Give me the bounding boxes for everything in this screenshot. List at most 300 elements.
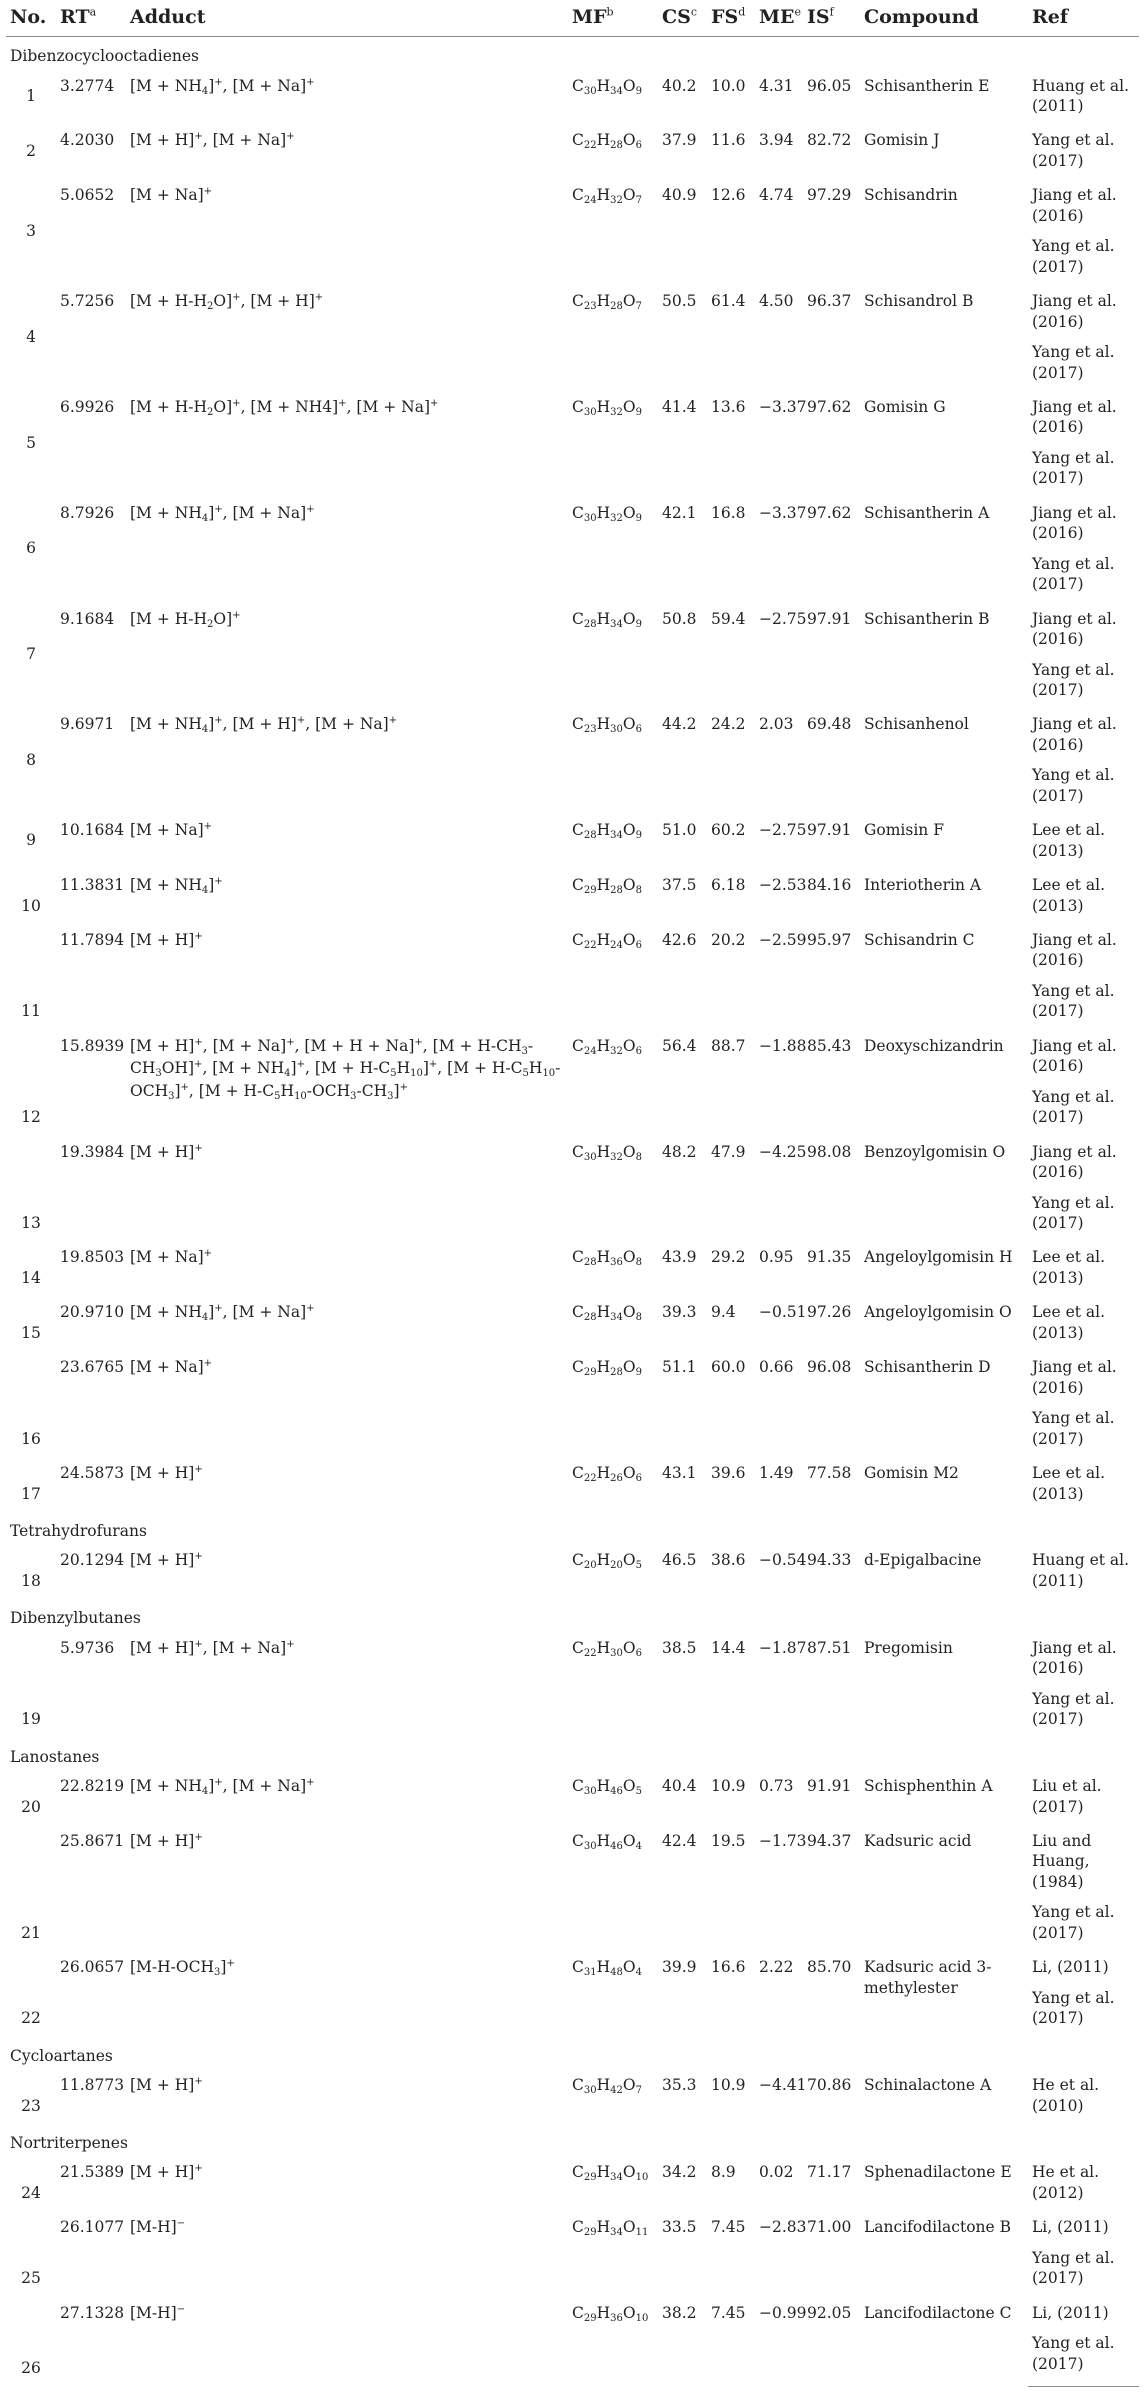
cell-ref: Li, (2011) (1032, 2303, 1109, 2322)
cell-no: 22 (21, 2009, 41, 2028)
cell-rt: 5.7256 (60, 292, 115, 311)
cell-rt: 11.3831 (60, 876, 125, 895)
cell-cs: 35.3 (662, 2076, 697, 2095)
cell-rt: 5.9736 (60, 1638, 115, 1657)
cell-me: −2.75 (759, 609, 807, 628)
table-row (6, 1770, 1139, 1825)
group-name: Cycloartanes (10, 2046, 113, 2065)
cell-is: 97.91 (807, 821, 852, 840)
cell-cs: 34.2 (662, 2163, 697, 2182)
cell-no: 13 (21, 1214, 41, 1233)
cell-rt: 6.9926 (60, 397, 115, 416)
cell-ref: Yang et al. (2017) (1032, 343, 1115, 382)
cell-rt: 21.5389 (60, 2163, 125, 2182)
cell-me: 2.22 (759, 1958, 794, 1977)
cell-no: 11 (21, 1002, 41, 1021)
cell-cs: 48.2 (662, 1142, 697, 1161)
cell-me: −1.87 (759, 1638, 807, 1657)
table-row (6, 924, 1139, 979)
header-adduct: Adduct (126, 0, 568, 37)
cell-compound: Schisandrin (864, 186, 958, 205)
cell-ref: Yang et al. (2017) (1032, 1087, 1115, 1127)
header-row (6, 0, 1139, 37)
cell-me: 1.49 (759, 1464, 794, 1483)
cell-ref: Jiang et al. (2016) (1032, 931, 1117, 970)
cell-fs: 60.2 (711, 821, 746, 840)
cell-no: 2 (26, 141, 36, 160)
table-row (6, 285, 1139, 340)
cell-me: −3.37 (759, 397, 807, 416)
cell-me: 4.50 (759, 292, 794, 311)
cell-fs: 8.9 (711, 2163, 736, 2182)
table-row (6, 2211, 1139, 2245)
cell-ref: Jiang et al. (2016) (1032, 1142, 1117, 1182)
cell-no: 4 (26, 327, 36, 346)
cell-fs: 29.2 (711, 1248, 746, 1267)
cell-cs: 40.2 (662, 76, 697, 95)
cell-cs: 33.5 (662, 2218, 697, 2237)
cell-rt: 8.7926 (60, 503, 115, 522)
cell-fs: 14.4 (711, 1638, 746, 1657)
group-header-row (6, 1512, 1139, 1544)
cell-fs: 9.4 (711, 1303, 736, 1322)
cell-is: 97.29 (807, 186, 852, 205)
table-row (6, 603, 1139, 658)
cell-no: 17 (21, 1484, 41, 1503)
cell-compound: Schisandrin C (864, 931, 975, 950)
cell-compound: Angeloylgomisin O (864, 1303, 1012, 1322)
cell-adduct: $[M + NH_4]^+$ (130, 876, 223, 897)
cell-ref: Yang et al. (2017) (1032, 554, 1115, 594)
group-header-row (6, 2124, 1139, 2156)
group-header-row (6, 2037, 1139, 2069)
cell-compound: Gomisin G (864, 397, 946, 416)
cell-compound: Lancifodilactone B (864, 2218, 1012, 2237)
cell-me: −1.88 (759, 1036, 807, 1055)
cell-me: −0.99 (759, 2303, 807, 2322)
cell-no: 25 (21, 2269, 41, 2288)
cell-fs: 59.4 (711, 609, 746, 628)
table-row (6, 1457, 1139, 1512)
cell-me: 4.74 (759, 186, 794, 205)
cell-me: −2.59 (759, 931, 807, 950)
cell-mf: $C_{29}H_{34}O_{11}$ (572, 2218, 649, 2239)
cell-adduct: $[M + NH_4]^+$, [M + Na]+ (130, 503, 315, 524)
cell-rt: 11.7894 (60, 931, 125, 950)
cell-fs: 16.6 (711, 1958, 746, 1977)
cell-rt: 15.8939 (60, 1036, 125, 1055)
cell-cs: 39.9 (662, 1958, 697, 1977)
cell-mf: $C_{30}H_{46}O_5$ (572, 1777, 642, 1798)
cell-adduct: [M + Na]+ (130, 821, 213, 840)
cell-me: −2.53 (759, 876, 807, 895)
header-mf: $MF^b$ (568, 0, 658, 37)
cell-cs: 50.5 (662, 292, 697, 311)
table-row (6, 497, 1139, 552)
cell-ref: Huang et al. (2011) (1032, 76, 1130, 115)
group-name: Nortriterpenes (10, 2133, 128, 2152)
cell-compound: Kadsuric acid (864, 1831, 972, 1850)
cell-fs: 6.18 (711, 876, 746, 895)
cell-adduct: [M + Na]+ (130, 1358, 213, 1377)
cell-ref: Jiang et al. (2016) (1032, 609, 1117, 649)
table-row (6, 1136, 1139, 1191)
table-row (6, 391, 1139, 446)
cell-no: 10 (21, 896, 41, 915)
cell-fs: 10.9 (711, 1777, 746, 1796)
cell-mf: $C_{22}H_{30}O_6$ (572, 1638, 642, 1659)
cell-compound: Gomisin M2 (864, 1464, 959, 1483)
cell-cs: 40.9 (662, 186, 697, 205)
cell-rt: 24.5873 (60, 1464, 125, 1483)
cell-compound: Gomisin J (864, 131, 940, 150)
cell-rt: 26.1077 (60, 2218, 125, 2237)
cell-adduct: [M + H]+ (130, 1551, 203, 1570)
table-row (6, 2069, 1139, 2124)
cell-is: 97.62 (807, 397, 852, 416)
cell-fs: 20.2 (711, 931, 746, 950)
cell-rt: 20.9710 (60, 1303, 125, 1322)
cell-compound: Lancifodilactone C (864, 2303, 1012, 2322)
cell-fs: 10.0 (711, 76, 746, 95)
cell-fs: 61.4 (711, 292, 746, 311)
cell-compound: Schisphenthin A (864, 1777, 993, 1796)
cell-cs: 39.3 (662, 1303, 697, 1322)
table-row (6, 1241, 1139, 1296)
cell-adduct: [M + H]+ (130, 2076, 203, 2095)
cell-mf: $C_{22}H_{28}O_6$ (572, 131, 642, 152)
cell-is: 96.05 (807, 76, 852, 95)
cell-adduct: $[M + H-H_2O]^+$, [M + H]+ (130, 292, 324, 313)
cell-compound: d-Epigalbacine (864, 1551, 982, 1570)
cell-mf: $C_{30}H_{46}O_4$ (572, 1831, 642, 1852)
cell-adduct: $[M + H-H_2O]^+$ (130, 609, 241, 630)
cell-no: 16 (21, 1429, 41, 1448)
cell-mf: $C_{30}H_{42}O_7$ (572, 2076, 642, 2097)
cell-cs: 44.2 (662, 715, 697, 734)
cell-ref: Lee et al. (2013) (1032, 821, 1106, 860)
cell-adduct: [M + H]+ (130, 1831, 203, 1851)
table-row (6, 2156, 1139, 2211)
cell-no: 20 (21, 1797, 41, 1816)
cell-mf: $C_{29}H_{28}O_8$ (572, 876, 642, 897)
group-header-row (6, 37, 1139, 70)
cell-ref: Huang et al. (2011) (1032, 1551, 1130, 1590)
cell-no: 3 (26, 222, 36, 241)
cell-ref: Liu and Huang, (1984) (1032, 1831, 1092, 1891)
cell-me: 3.94 (759, 131, 794, 150)
cell-no: 9 (26, 831, 36, 850)
cell-me: −0.54 (759, 1551, 807, 1570)
cell-ref: Yang et al. (2017) (1032, 766, 1115, 805)
cell-fs: 88.7 (711, 1036, 746, 1055)
cell-adduct: $[M + NH_4]^+$, [M + Na]+ (130, 76, 315, 97)
cell-adduct: [M + H]+, [M + Na]+ (130, 1638, 295, 1657)
cell-rt: 27.1328 (60, 2303, 125, 2322)
cell-me: −4.41 (759, 2076, 807, 2095)
cell-rt: 3.2774 (60, 76, 115, 95)
group-name: Tetrahydrofurans (10, 1522, 147, 1540)
cell-mf: $C_{28}H_{34}O_9$ (572, 609, 642, 630)
cell-no: 5 (26, 433, 36, 452)
cell-ref: Yang et al. (2017) (1032, 1193, 1115, 1233)
cell-cs: 50.8 (662, 609, 697, 628)
table-row (6, 124, 1139, 179)
cell-me: −1.73 (759, 1831, 807, 1850)
cell-fs: 19.5 (711, 1831, 746, 1850)
cell-compound: Schisantherin A (864, 503, 990, 522)
cell-adduct: [M + H]+ (130, 931, 203, 950)
cell-adduct: [M + H]+, [M + Na]+ (130, 131, 295, 150)
header-ref: Ref (1028, 0, 1139, 37)
cell-adduct: [M-H]− (130, 2218, 186, 2237)
cell-adduct: [M + H]+ (130, 1142, 203, 1161)
cell-mf: $C_{22}H_{24}O_6$ (572, 931, 642, 952)
cell-mf: $C_{28}H_{34}O_9$ (572, 821, 642, 842)
cell-me: 2.03 (759, 715, 794, 734)
header-cs: $CS^c$ (658, 0, 707, 37)
cell-compound: Schisandrol B (864, 292, 974, 311)
cell-compound: Pregomisin (864, 1638, 953, 1657)
cell-rt: 10.1684 (60, 821, 125, 840)
cell-no: 24 (21, 2183, 41, 2202)
cell-cs: 42.1 (662, 503, 697, 522)
cell-is: 94.37 (807, 1831, 852, 1850)
table-row (6, 708, 1139, 763)
cell-is: 70.86 (807, 2076, 852, 2095)
cell-compound: Schisantherin D (864, 1358, 991, 1377)
cell-cs: 42.4 (662, 1831, 697, 1850)
cell-rt: 22.8219 (60, 1777, 125, 1796)
cell-me: −3.37 (759, 503, 807, 522)
group-header-row (6, 1599, 1139, 1631)
cell-fs: 10.9 (711, 2076, 746, 2095)
cell-adduct: [M + Na]+ (130, 1248, 213, 1267)
cell-rt: 9.6971 (60, 715, 115, 734)
cell-cs: 41.4 (662, 397, 697, 416)
cell-ref: He et al. (2012) (1032, 2163, 1100, 2202)
cell-compound: Sphenadilactone E (864, 2163, 1012, 2182)
cell-fs: 38.6 (711, 1551, 746, 1570)
cell-ref: Jiang et al. (2016) (1032, 186, 1117, 225)
cell-compound: Schisantherin B (864, 609, 990, 628)
cell-adduct: $[M + H-H_2O]^+$, [M + NH4]+, [M + Na]+ (130, 397, 439, 419)
cell-cs: 51.1 (662, 1358, 697, 1377)
cell-ref: Lee et al. (2013) (1032, 1464, 1106, 1503)
cell-is: 85.70 (807, 1958, 852, 1977)
cell-no: 1 (26, 86, 36, 105)
cell-rt: 25.8671 (60, 1831, 125, 1850)
cell-ref: Yang et al. (2017) (1032, 131, 1115, 170)
cell-adduct: $[M + NH_4]^+$, [M + Na]+ (130, 1777, 315, 1798)
cell-compound: Angeloylgomisin H (864, 1248, 1013, 1267)
cell-mf: $C_{28}H_{34}O_8$ (572, 1303, 642, 1324)
cell-is: 94.33 (807, 1551, 852, 1570)
cell-is: 71.00 (807, 2218, 852, 2237)
cell-mf: $C_{29}H_{28}O_9$ (572, 1358, 642, 1379)
cell-mf: $C_{24}H_{32}O_6$ (572, 1036, 642, 1057)
cell-mf: $C_{30}H_{32}O_8$ (572, 1142, 642, 1163)
cell-ref: Yang et al. (2017) (1032, 448, 1115, 488)
group-name: Dibenzylbutanes (10, 1609, 141, 1628)
cell-no: 12 (21, 1108, 41, 1127)
cell-ref: Lee et al. (2013) (1032, 1248, 1106, 1287)
cell-compound: Benzoylgomisin O (864, 1142, 1006, 1161)
cell-me: 0.95 (759, 1248, 794, 1267)
table-row (6, 70, 1139, 125)
cell-cs: 46.5 (662, 1551, 697, 1570)
table-row (6, 869, 1139, 924)
cell-mf: $C_{28}H_{36}O_8$ (572, 1248, 642, 1269)
cell-ref: Yang et al. (2017) (1032, 1689, 1115, 1729)
cell-cs: 42.6 (662, 931, 697, 950)
cell-mf: $C_{30}H_{34}O_9$ (572, 76, 642, 97)
cell-ref: Jiang et al. (2016) (1032, 503, 1117, 543)
group-header-row (6, 1738, 1139, 1770)
cell-fs: 39.6 (711, 1464, 746, 1483)
table-row (6, 814, 1139, 869)
group-name: Dibenzocyclooctadienes (10, 47, 200, 66)
cell-ref: Jiang et al. (2016) (1032, 292, 1117, 331)
cell-adduct: [M + H]+ (130, 2163, 203, 2182)
cell-rt: 20.1294 (60, 1551, 125, 1570)
cell-fs: 60.0 (711, 1358, 746, 1377)
cell-compound: Gomisin F (864, 821, 944, 840)
cell-me: −2.75 (759, 821, 807, 840)
cell-fs: 13.6 (711, 397, 746, 416)
cell-is: 97.62 (807, 503, 852, 522)
cell-mf: $C_{23}H_{30}O_6$ (572, 715, 642, 736)
cell-cs: 38.2 (662, 2303, 697, 2322)
cell-cs: 43.1 (662, 1464, 697, 1483)
cell-fs: 11.6 (711, 131, 746, 150)
cell-me: −0.51 (759, 1303, 807, 1322)
cell-is: 97.91 (807, 609, 852, 628)
cell-is: 92.05 (807, 2303, 852, 2322)
cell-ref: Yang et al. (2017) (1032, 1988, 1115, 2028)
cell-is: 95.97 (807, 931, 852, 950)
cell-is: 96.37 (807, 292, 852, 311)
cell-ref: Yang et al. (2017) (1032, 1409, 1115, 1448)
cell-mf: $C_{29}H_{34}O_{10}$ (572, 2163, 649, 2184)
cell-compound: Schisantherin E (864, 76, 990, 95)
cell-is: 91.35 (807, 1248, 852, 1267)
cell-ref: Yang et al. (2017) (1032, 2248, 1115, 2288)
cell-is: 69.48 (807, 715, 852, 734)
table-row (6, 1351, 1139, 1406)
cell-mf: $C_{20}H_{20}O_5$ (572, 1551, 642, 1572)
cell-mf: $C_{30}H_{32}O_9$ (572, 397, 642, 418)
cell-adduct: [M + Na]+ (130, 186, 213, 205)
cell-ref: Jiang et al. (2016) (1032, 397, 1117, 437)
cell-cs: 51.0 (662, 821, 697, 840)
group-name: Lanostanes (10, 1747, 100, 1766)
cell-adduct: [M-H]− (130, 2303, 186, 2322)
cell-compound: Schinalactone A (864, 2076, 992, 2095)
cell-me: −2.83 (759, 2218, 807, 2237)
table-row (6, 1030, 1139, 1085)
table-row (6, 179, 1139, 234)
cell-no: 23 (21, 2096, 41, 2115)
cell-ref: Lee et al. (2013) (1032, 876, 1106, 915)
cell-ref: Jiang et al. (2016) (1032, 715, 1117, 754)
cell-no: 18 (21, 1571, 41, 1590)
cell-cs: 37.9 (662, 131, 697, 150)
cell-me: −4.25 (759, 1142, 807, 1161)
header-compound: Compound (860, 0, 1028, 37)
cell-compound: Deoxyschizandrin (864, 1036, 1004, 1055)
cell-mf: $C_{29}H_{36}O_{10}$ (572, 2303, 649, 2324)
cell-mf: $C_{31}H_{48}O_4$ (572, 1958, 642, 1979)
cell-mf: $C_{22}H_{26}O_6$ (572, 1464, 642, 1485)
cell-ref: Yang et al. (2017) (1032, 981, 1115, 1021)
cell-ref: Jiang et al. (2016) (1032, 1036, 1117, 1076)
table-row (6, 2297, 1139, 2331)
table-body (6, 37, 1139, 2387)
cell-ref: Jiang et al. (2016) (1032, 1358, 1117, 1397)
cell-ref: Li, (2011) (1032, 1958, 1109, 1977)
cell-is: 82.72 (807, 131, 852, 150)
header-fs: $FS^d$ (707, 0, 755, 37)
cell-cs: 43.9 (662, 1248, 697, 1267)
cell-adduct: [M + H]+ (130, 1464, 203, 1483)
cell-is: 71.17 (807, 2163, 852, 2182)
cell-mf: $C_{23}H_{28}O_7$ (572, 292, 642, 313)
cell-is: 85.43 (807, 1036, 852, 1055)
cell-me: 0.66 (759, 1358, 794, 1377)
cell-is: 87.51 (807, 1638, 852, 1657)
cell-ref: Yang et al. (2017) (1032, 237, 1115, 276)
header-no: No. (6, 0, 56, 37)
cell-ref: Li, (2011) (1032, 2218, 1109, 2237)
cell-cs: 38.5 (662, 1638, 697, 1657)
cell-no: 14 (21, 1268, 41, 1287)
cell-ref: Liu et al. (2017) (1032, 1777, 1102, 1816)
cell-rt: 9.1684 (60, 609, 115, 628)
cell-compound: Interiotherin A (864, 876, 982, 895)
cell-rt: 19.8503 (60, 1248, 125, 1267)
cell-rt: 26.0657 (60, 1958, 125, 1977)
cell-mf: $C_{30}H_{32}O_9$ (572, 503, 642, 524)
cell-me: 4.31 (759, 76, 794, 95)
cell-ref: Lee et al. (2013) (1032, 1303, 1106, 1342)
table-row (6, 1544, 1139, 1599)
cell-rt: 11.8773 (60, 2076, 125, 2095)
cell-is: 91.91 (807, 1777, 852, 1796)
cell-is: 96.08 (807, 1358, 852, 1377)
table-row (6, 1632, 1139, 1687)
cell-is: 98.08 (807, 1142, 852, 1161)
cell-no: 21 (21, 1923, 41, 1942)
cell-no: 6 (26, 539, 36, 558)
cell-fs: 12.6 (711, 186, 746, 205)
cell-is: 97.26 (807, 1303, 852, 1322)
cell-compound: Kadsuric acid 3-methylester (864, 1958, 992, 1997)
header-is: $IS^f$ (803, 0, 860, 37)
table-row (6, 1825, 1139, 1900)
cell-ref: Jiang et al. (2016) (1032, 1638, 1117, 1678)
cell-fs: 7.45 (711, 2218, 746, 2237)
cell-adduct: $[M-H-OCH_3]^+$ (130, 1958, 235, 1979)
cell-no: 7 (26, 645, 36, 664)
cell-rt: 23.6765 (60, 1358, 125, 1377)
cell-cs: 40.4 (662, 1777, 697, 1796)
cell-mf: $C_{24}H_{32}O_7$ (572, 186, 642, 207)
cell-adduct: $[M + NH_4]^+$, [M + H]+, [M + Na]+ (130, 715, 398, 736)
cell-fs: 24.2 (711, 715, 746, 734)
cell-ref: Yang et al. (2017) (1032, 1903, 1115, 1942)
cell-ref: Yang et al. (2017) (1028, 2331, 1139, 2386)
